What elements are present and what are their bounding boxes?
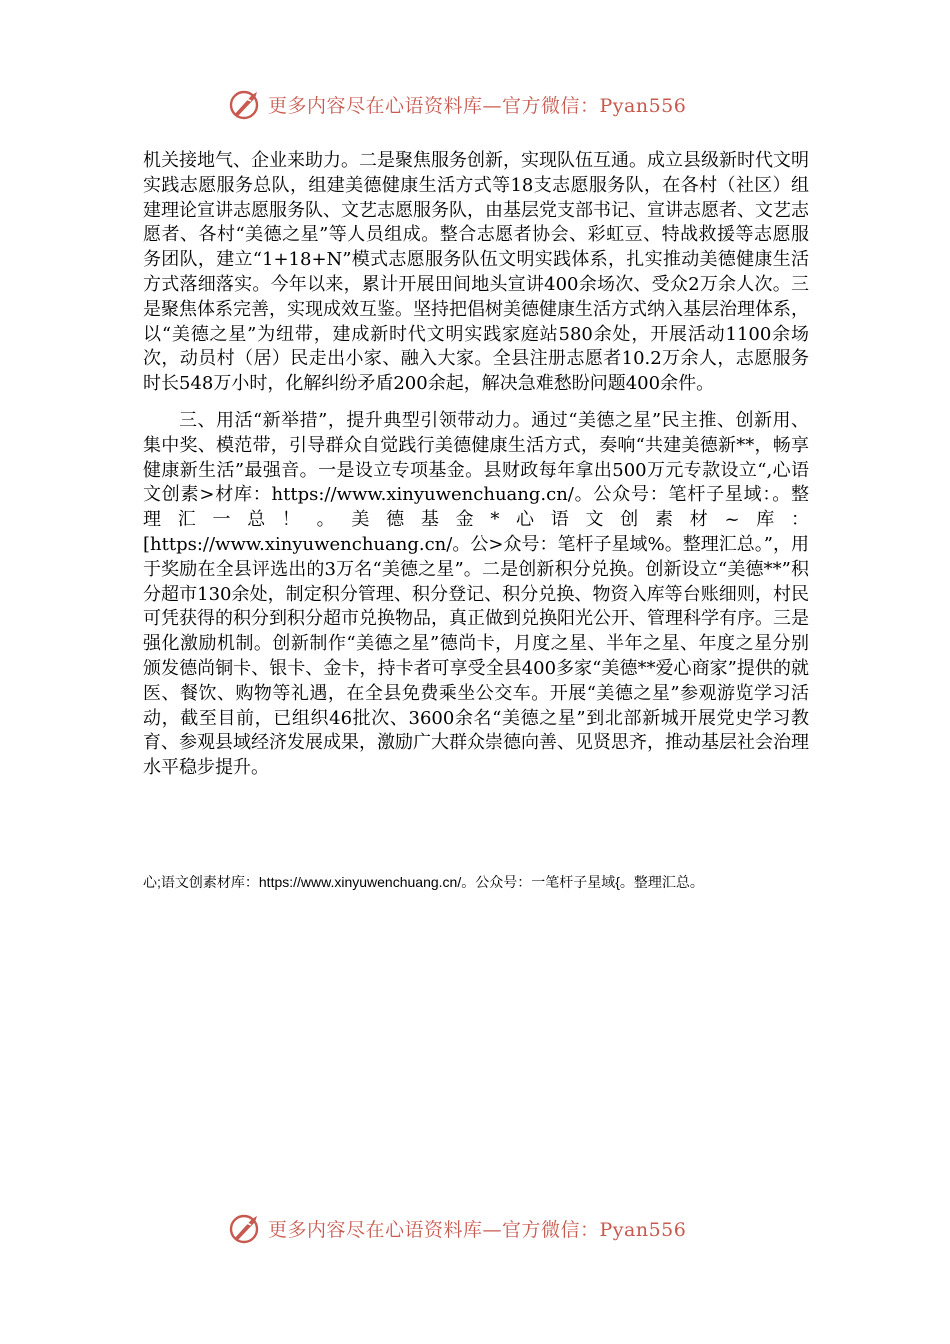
paragraph-2-text: 三、用活“新举措”，提升典型引领带动力。通过“美德之星”民主推、创新用、集中奖、模范带，引导群众自觉践行美德健康生活方式，奏响“共建美德新**，畅享健康新生活”最强音。一是设立专项基金。县财政每年拿出500万元专款设立“,心语文创素>材库：https://www.xinyuwenchuang.cn/。公众号：笔杆子星域：。整理汇一总！。美德基金*心语文创素材~库：[https://www.xinyuwenchuang.cn/。公>众号：笔杆子星域%。整理汇总。”，用于奖励在全县评选出的3万名“美德之星”。二是创新积分兑换。创新设立“美德**”积分超市130余处，制定积分管理、积分登记、积分兑换、物资入库等台账细则，村民可凭获得的积分到积分超市兑换物品，真正做到兑换阳光公开、管理科学有序。三是强化激励机制。创新制作“美德之星”德尚卡，月度之星、半年之星、年度之星分别颁发德尚铜卡、银卡、金卡，持卡者可享受全县400多家“美德**爱心商家”提供的就医、餐饮、购物等礼遇，在全县免费乘坐公交车。开展“美德之星”参观游览学习活动，截至目前，已组织46批次、3600余名“美德之星”到北部新城开展党史学习教育、参观县域经济发展成果，激励广大群众崇德向善、见贤思齐，推动基层社会治理水平稳步提升。 xyxy=(143,409,809,779)
paragraph-2 xyxy=(143,409,809,781)
source-note: 心;语文创素材库：https://www.xinyuwenchuang.cn/。公众号：一笔杆子星域{。整理汇总。 xyxy=(143,874,704,890)
pen-logo-icon xyxy=(228,87,262,121)
footer-banner xyxy=(0,1208,950,1248)
footer-banner-text: 更多内容尽在心语资料库—官方微信：Pyan556 xyxy=(268,1218,687,1241)
paragraph-1-text: 机关接地气、企业来助力。二是聚焦服务创新，实现队伍互通。成立县级新时代文明实践志愿服务总队，组建美德健康生活方式等18支志愿服务队，在各村（社区）组建理论宣讲志愿服务队、文艺志愿服务队，由基层党支部书记、宣讲志愿者、文艺志愿者、各村“美德之星”等人员组成。整合志愿者协会、彩虹豆、特战救援等志愿服务团队，建立“1+18+N”模式志愿服务队伍文明实践体系，扎实推动美德健康生活方式落细落实。今年以来，累计开展田间地头宣讲400余场次、受众2万余人次。三是聚焦体系完善，实现成效互鉴。坚持把倡树美德健康生活方式纳入基层治理体系，以“美德之星”为纽带，建成新时代文明实践家庭站580余处，开展活动1100余场次，动员村（居）民走出小家、融入大家。全县注册志愿者10.2万余人，志愿服务时长548万小时，化解纠纷矛盾200余起，解决急难愁盼问题400余件。 xyxy=(143,150,809,395)
paragraph-1 xyxy=(143,149,809,397)
pen-logo-icon xyxy=(228,1211,262,1245)
header-banner-text: 更多内容尽在心语资料库—官方微信：Pyan556 xyxy=(268,94,687,117)
document-body xyxy=(143,149,809,781)
header-banner xyxy=(0,84,950,124)
